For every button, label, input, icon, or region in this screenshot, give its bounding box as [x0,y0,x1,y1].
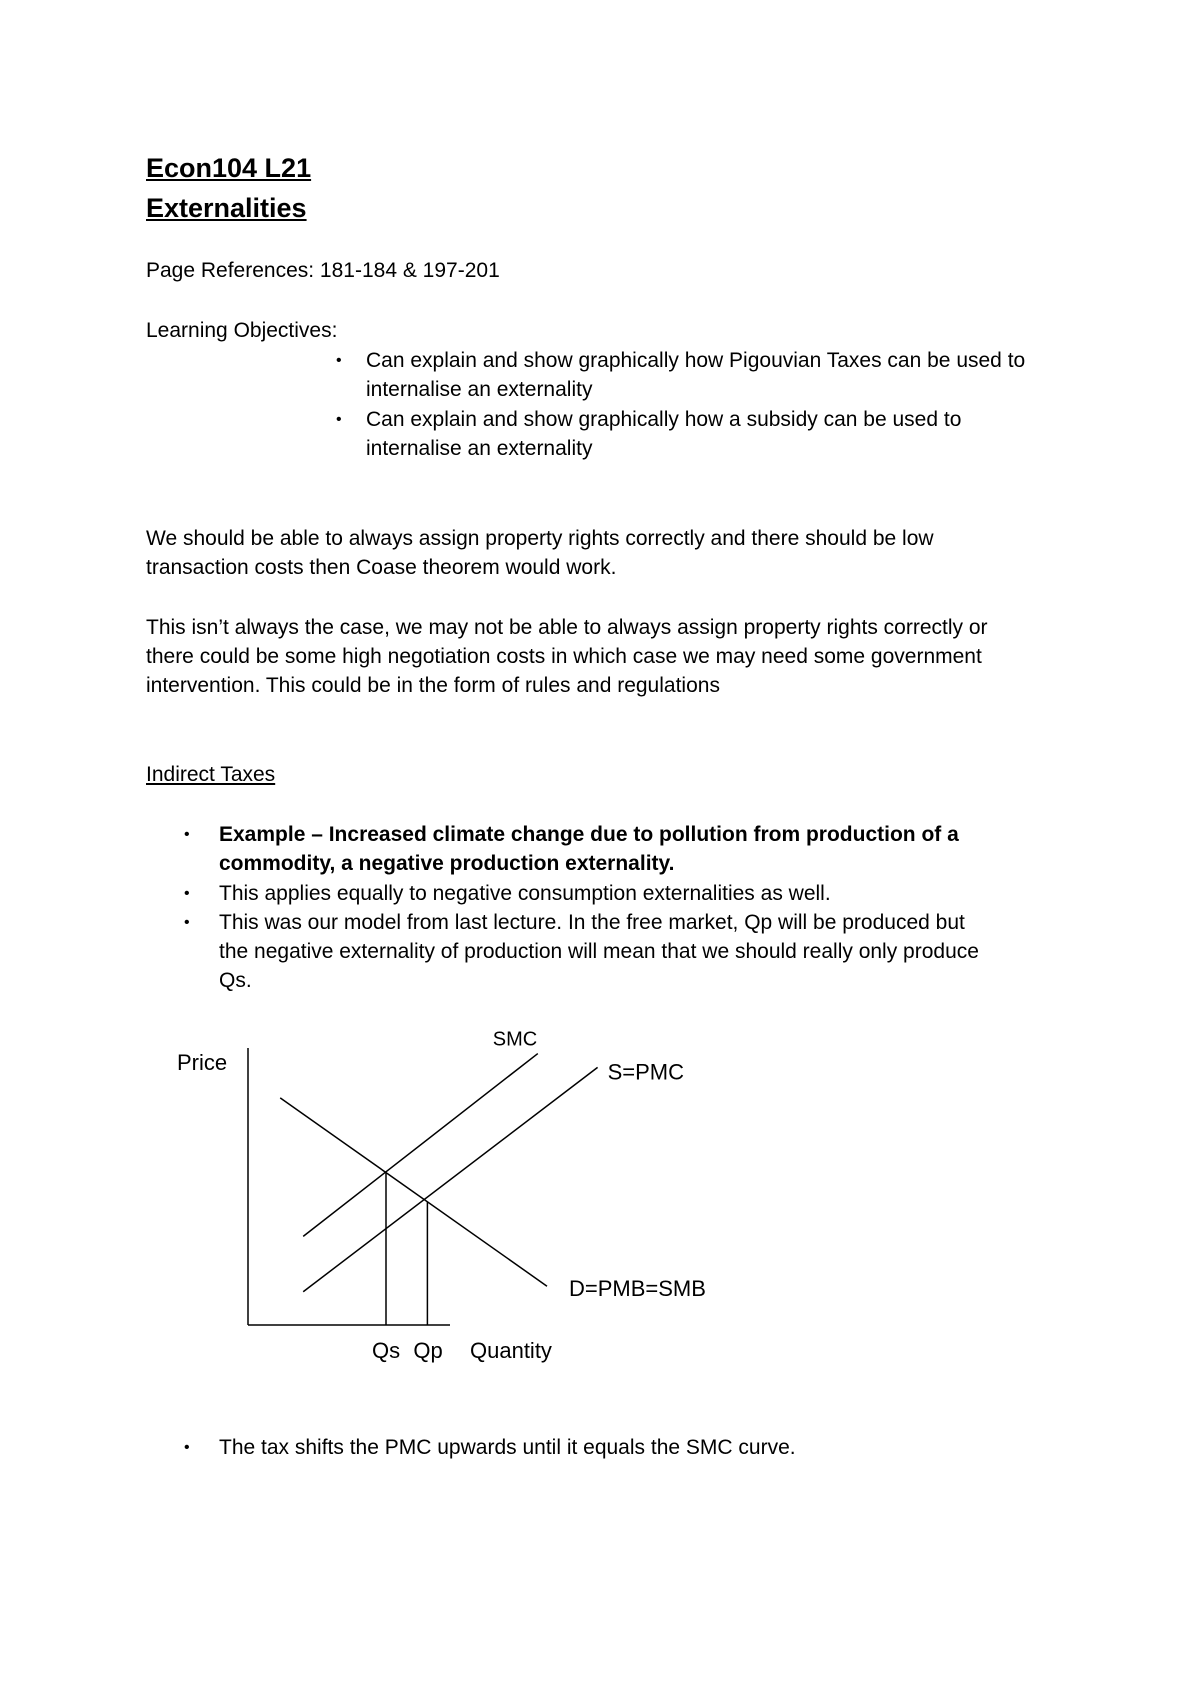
bullet-tax-shift: The tax shifts the PMC upwards until it equals the SMC curve. [219,1436,796,1459]
bullet-icon: • [336,411,342,428]
learning-objectives-heading: Learning Objectives: [146,319,338,342]
bullet-example-line-2: commodity, a negative production externality. [219,852,675,875]
bullet-model-line-2: the negative externality of production will mean that we should really only produce [219,940,979,963]
bullet-icon: • [184,914,190,931]
series-label-d-pmb-smb: D=PMB=SMB [569,1276,706,1302]
paragraph-1-line-1: We should be able to always assign property rights correctly and there should be low [146,527,934,550]
series-line-smc [303,1054,538,1237]
series-line-d-pmb-smb [280,1098,547,1286]
course-title: Econ104 L21 [146,153,312,183]
series-line-s-pmc [303,1067,597,1291]
bullet-icon: • [336,352,342,369]
objective-1-line-1: Can explain and show graphically how Pigouvian Taxes can be used to [366,349,1026,372]
externality-chart [150,1028,710,1380]
topic-title: Externalities [146,193,307,223]
bullet-icon: • [184,885,190,902]
page-references: Page References: 181-184 & 197-201 [146,259,500,282]
bullet-consumption-line-1: This applies equally to negative consumption externalities as well. [219,882,831,905]
paragraph-2-line-3: intervention. This could be in the form of rules and regulations [146,674,720,697]
bullet-icon: • [184,1439,190,1456]
paragraph-1-line-2: transaction costs then Coase theorem would work. [146,556,617,579]
paragraph-2-line-2: there could be some high negotiation costs in which case we may need some government [146,645,982,668]
bullet-model-line-1: This was our model from last lecture. In the free market, Qp will be produced but [219,911,965,934]
bullet-example-line-1: Example – Increased climate change due to pollution from production of a [219,823,959,846]
bullet-icon: • [184,826,190,843]
objective-2-line-2: internalise an externality [366,437,593,460]
objective-1-line-2: internalise an externality [366,378,593,401]
x-tick-label-qs: Qs [372,1338,401,1363]
objective-2-line-1: Can explain and show graphically how a subsidy can be used to [366,408,962,431]
x-tick-label-qp: Qp [413,1338,443,1363]
y-axis-label: Price [177,1050,228,1075]
series-label-smc: SMC [492,1028,538,1051]
x-axis-label: Quantity [470,1338,552,1363]
indirect-taxes-heading: Indirect Taxes [146,763,276,786]
series-label-s-pmc: S=PMC [607,1059,685,1085]
paragraph-2-line-1: This isn’t always the case, we may not be able to always assign property rights correctly or [146,616,988,639]
bullet-model-line-3: Qs. [219,969,252,992]
